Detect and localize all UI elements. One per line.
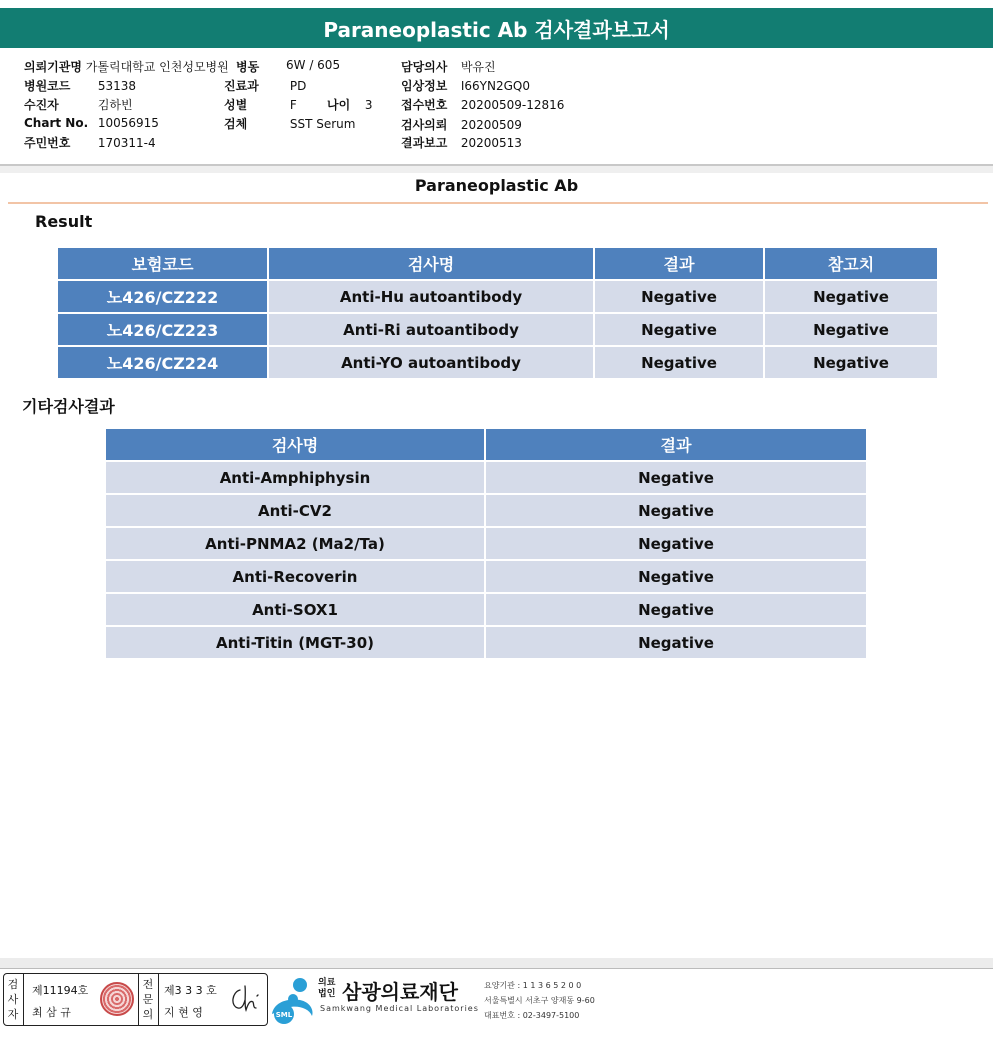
test-name: Anti-CV2: [106, 495, 484, 526]
insurance-code: 노426/CZ224: [58, 347, 267, 378]
other-header-row: [106, 429, 866, 460]
specialist-name: 지 현 영: [164, 1006, 203, 1019]
test-result: Negative: [486, 594, 866, 625]
info-label: 담당의사: [401, 60, 448, 74]
insurance-code: 노426/CZ223: [58, 314, 267, 345]
table-row: [58, 347, 937, 378]
table-row: [58, 281, 937, 312]
section-title: Paraneoplastic Ab: [414, 176, 579, 195]
other-results-heading: 기타검사결과: [22, 397, 115, 416]
insurance-code: 노426/CZ222: [58, 281, 267, 312]
info-label: 진료과: [224, 79, 259, 93]
col-header-test-name: 검사명: [269, 248, 593, 279]
table-row: [106, 594, 866, 625]
test-result: Negative: [486, 528, 866, 559]
info-value: 가톨릭대학교 인천성모병원: [85, 60, 229, 74]
lab-code: 요양기관 : 1 1 3 6 5 2 0 0: [484, 981, 582, 990]
box-separator: [138, 974, 139, 1025]
test-result: Negative: [595, 314, 763, 345]
test-name: Anti-Ri autoantibody: [269, 314, 593, 345]
info-value: 6W / 605: [286, 58, 341, 72]
info-report-date: [401, 134, 522, 151]
info-clinical: [401, 77, 530, 94]
result-header-row: [58, 248, 937, 279]
info-label: 성별: [224, 98, 248, 112]
info-label: 수진자: [24, 98, 59, 112]
col-header-insurance-code: 보험코드: [58, 248, 267, 279]
test-result: Negative: [486, 495, 866, 526]
info-value: 3: [364, 98, 373, 112]
info-label: 나이: [327, 98, 351, 112]
info-age: [327, 96, 372, 113]
reference-value: Negative: [765, 347, 937, 378]
seal-stamp-icon: [100, 982, 134, 1016]
org-name: 삼광의료재단: [342, 980, 458, 1004]
info-label: 병원코드: [24, 79, 71, 93]
signature-icon: [226, 982, 262, 1016]
info-label: 검사의뢰: [401, 118, 448, 132]
info-label: 임상정보: [401, 79, 448, 93]
section-divider: [8, 202, 988, 204]
info-specimen: [224, 115, 355, 132]
info-label: 결과보고: [401, 136, 448, 150]
lab-contact-info: [484, 978, 595, 1023]
logo-text: SML: [275, 1011, 293, 1019]
info-value: 53138: [97, 79, 137, 93]
info-value: 20200509: [460, 118, 522, 132]
test-name: Anti-PNMA2 (Ma2/Ta): [106, 528, 484, 559]
info-value: 20200509-12816: [460, 98, 565, 112]
reference-value: Negative: [765, 281, 937, 312]
info-label: 병동: [236, 60, 260, 74]
other-results-table: [104, 427, 868, 660]
test-name: Anti-Recoverin: [106, 561, 484, 592]
info-value: F: [289, 98, 297, 112]
test-result: Negative: [486, 462, 866, 493]
info-hospital-code: [24, 77, 136, 94]
tester-name: 최 삼 규: [32, 1006, 71, 1019]
corp-label: 의료 법인: [318, 978, 336, 999]
table-row: [106, 462, 866, 493]
specialist-number: 제3 3 3 호: [164, 984, 217, 997]
info-value: 김하빈: [97, 98, 133, 112]
test-result: Negative: [486, 627, 866, 658]
result-table: [56, 246, 939, 380]
sml-logo-icon: [270, 976, 316, 1024]
info-value: I66YN2GQ0: [460, 79, 530, 93]
info-value: 20200513: [460, 136, 522, 150]
info-ward-value: [286, 58, 340, 72]
footer-strip: [0, 958, 993, 968]
info-sex: [224, 96, 297, 113]
footer-divider: [0, 968, 993, 969]
table-row: [106, 495, 866, 526]
box-separator: [158, 974, 159, 1025]
info-value: 박유진: [460, 60, 496, 74]
info-label: 주민번호: [24, 136, 71, 150]
info-value: SST Serum: [289, 117, 356, 131]
table-row: [106, 528, 866, 559]
test-name: Anti-SOX1: [106, 594, 484, 625]
patient-info: [0, 52, 993, 164]
info-department: [224, 77, 306, 94]
test-name: Anti-Hu autoantibody: [269, 281, 593, 312]
test-result: Negative: [595, 347, 763, 378]
test-name: Anti-Titin (MGT-30): [106, 627, 484, 658]
lab-phone: 대표번호 : 02-3497-5100: [484, 1011, 580, 1020]
lab-address: 서울특별시 서초구 양재동 9-60: [484, 996, 595, 1005]
signature-box: [3, 973, 268, 1026]
info-value: PD: [289, 79, 307, 93]
info-chart: [24, 116, 159, 130]
table-row: [58, 314, 937, 345]
col-header-reference: 참고치: [765, 248, 937, 279]
test-name: Anti-Amphiphysin: [106, 462, 484, 493]
info-value: 10056915: [97, 116, 159, 130]
box-separator: [23, 974, 24, 1025]
col-header-result: 결과: [595, 248, 763, 279]
reference-value: Negative: [765, 314, 937, 345]
test-name: Anti-YO autoantibody: [269, 347, 593, 378]
info-label: 접수번호: [401, 98, 448, 112]
col-header-result: 결과: [486, 429, 866, 460]
table-row: [106, 627, 866, 658]
col-header-test-name: 검사명: [106, 429, 484, 460]
header-strip: [0, 166, 993, 173]
test-result: Negative: [486, 561, 866, 592]
info-value: 170311-4: [97, 136, 156, 150]
info-receipt: [401, 96, 564, 113]
info-institution: [24, 58, 229, 75]
test-result: Negative: [595, 281, 763, 312]
report-title: Paraneoplastic Ab 검사결과보고서: [0, 8, 993, 48]
info-ward: [236, 58, 259, 75]
info-label: 의뢰기관명: [24, 60, 82, 74]
info-request: [401, 116, 522, 133]
org-english-name: Samkwang Medical Laboratories: [320, 1004, 479, 1013]
tester-label: 검 사 자: [7, 978, 19, 1021]
specialist-label: 전 문 의: [142, 978, 154, 1021]
info-patient: [24, 96, 133, 113]
info-label: Chart No.: [24, 116, 89, 130]
info-label: 검체: [224, 117, 248, 131]
result-heading: Result: [35, 212, 93, 231]
tester-number: 제11194호: [32, 984, 89, 997]
info-resident: [24, 134, 156, 151]
table-row: [106, 561, 866, 592]
info-doctor: [401, 58, 496, 75]
